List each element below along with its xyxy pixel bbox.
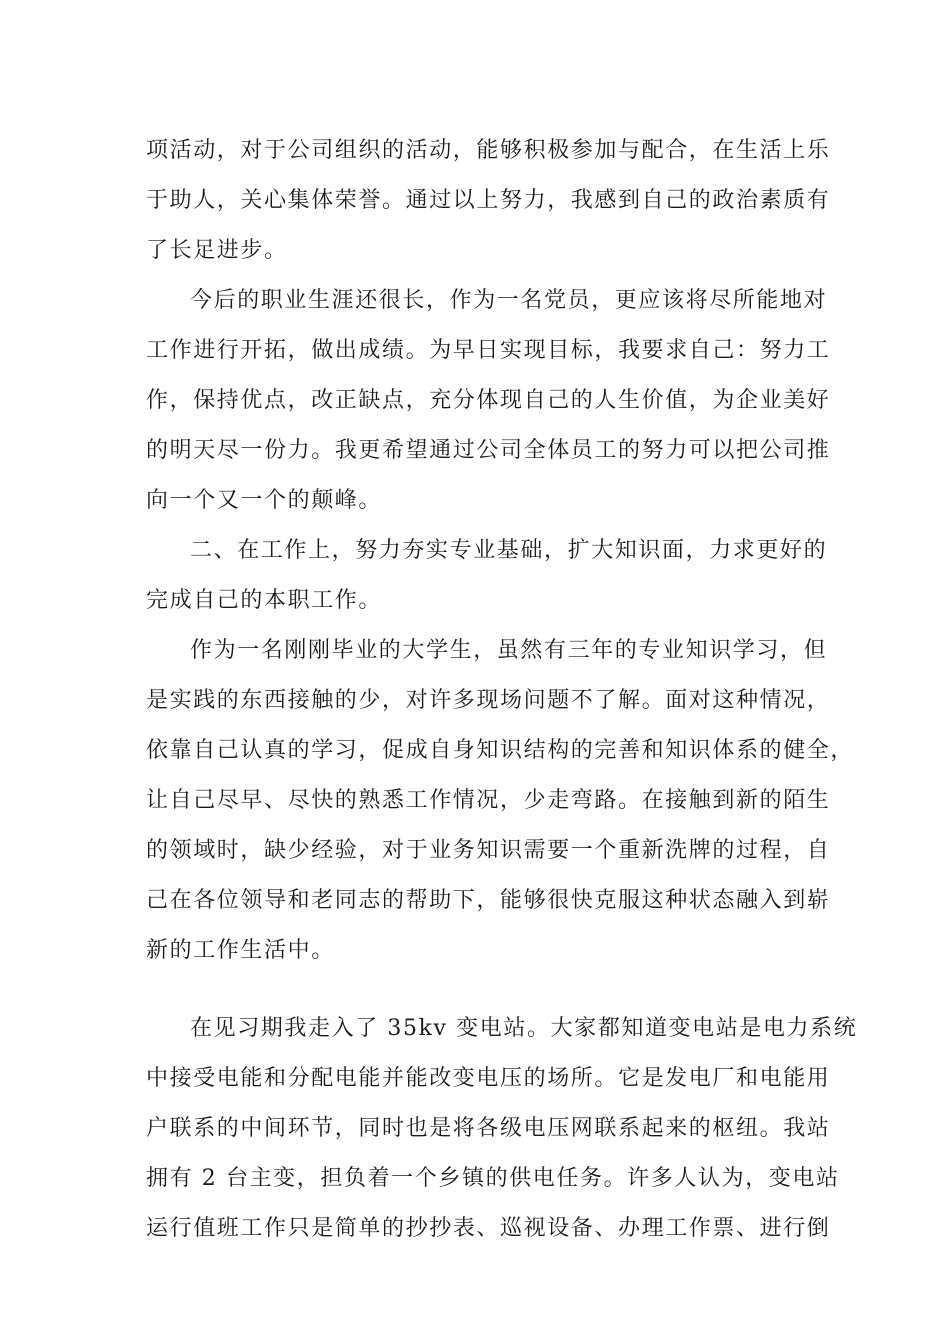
paragraph-first-line: 在见习期我走入了 35kv 变电站。大家都知道变电站是电力系统 — [190, 1016, 858, 1041]
text-line: 让自己尽早、尽快的熟悉工作情况，少走弯路。在接触到新的陌生 — [146, 788, 831, 813]
text-line: 了长足进步。 — [146, 238, 288, 263]
text-line: 新的工作生活中。 — [146, 938, 335, 963]
section-heading-continuation: 完成自己的本职工作。 — [146, 588, 383, 613]
text-line: 工作进行开拓，做出成绩。为早日实现目标，我要求自己：努力工 — [146, 338, 831, 363]
text-line: 的领域时，缺少经验，对于业务知识需要一个重新洗牌的过程，自 — [146, 838, 831, 863]
paragraph-first-line: 今后的职业生涯还很长，作为一名党员，更应该将尽所能地对 — [190, 288, 828, 313]
text-line: 是实践的东西接触的少，对许多现场问题不了解。面对这种情况， — [146, 688, 831, 713]
text-line: 己在各位领导和老同志的帮助下，能够很快克服这种状态融入到崭 — [146, 888, 831, 913]
paragraph-first-line: 作为一名刚刚毕业的大学生，虽然有三年的专业知识学习，但 — [190, 638, 828, 663]
text-line: 户联系的中间环节，同时也是将各级电压网联系起来的枢纽。我站 — [146, 1116, 831, 1141]
text-line: 作，保持优点，改正缺点，充分体现自己的人生价值，为企业美好 — [146, 388, 831, 413]
text-line: 拥有 2 台主变，担负着一个乡镇的供电任务。许多人认为，变电站 — [146, 1166, 840, 1191]
text-line: 中接受电能和分配电能并能改变电压的场所。它是发电厂和电能用 — [146, 1066, 831, 1091]
text-line: 依靠自己认真的学习，促成自身知识结构的完善和知识体系的健全， — [146, 738, 855, 763]
section-heading: 二、在工作上，努力夯实专业基础，扩大知识面，力求更好的 — [190, 538, 828, 563]
text-line: 的明天尽一份力。我更希望通过公司全体员工的努力可以把公司推 — [146, 438, 831, 463]
text-line: 运行值班工作只是简单的抄抄表、巡视设备、办理工作票、进行倒 — [146, 1216, 831, 1241]
text-line: 于助人，关心集体荣誉。通过以上努力，我感到自己的政治素质有 — [146, 188, 831, 213]
text-line: 项活动，对于公司组织的活动，能够积极参加与配合，在生活上乐 — [146, 138, 831, 163]
text-line: 向一个又一个的颠峰。 — [146, 488, 383, 513]
